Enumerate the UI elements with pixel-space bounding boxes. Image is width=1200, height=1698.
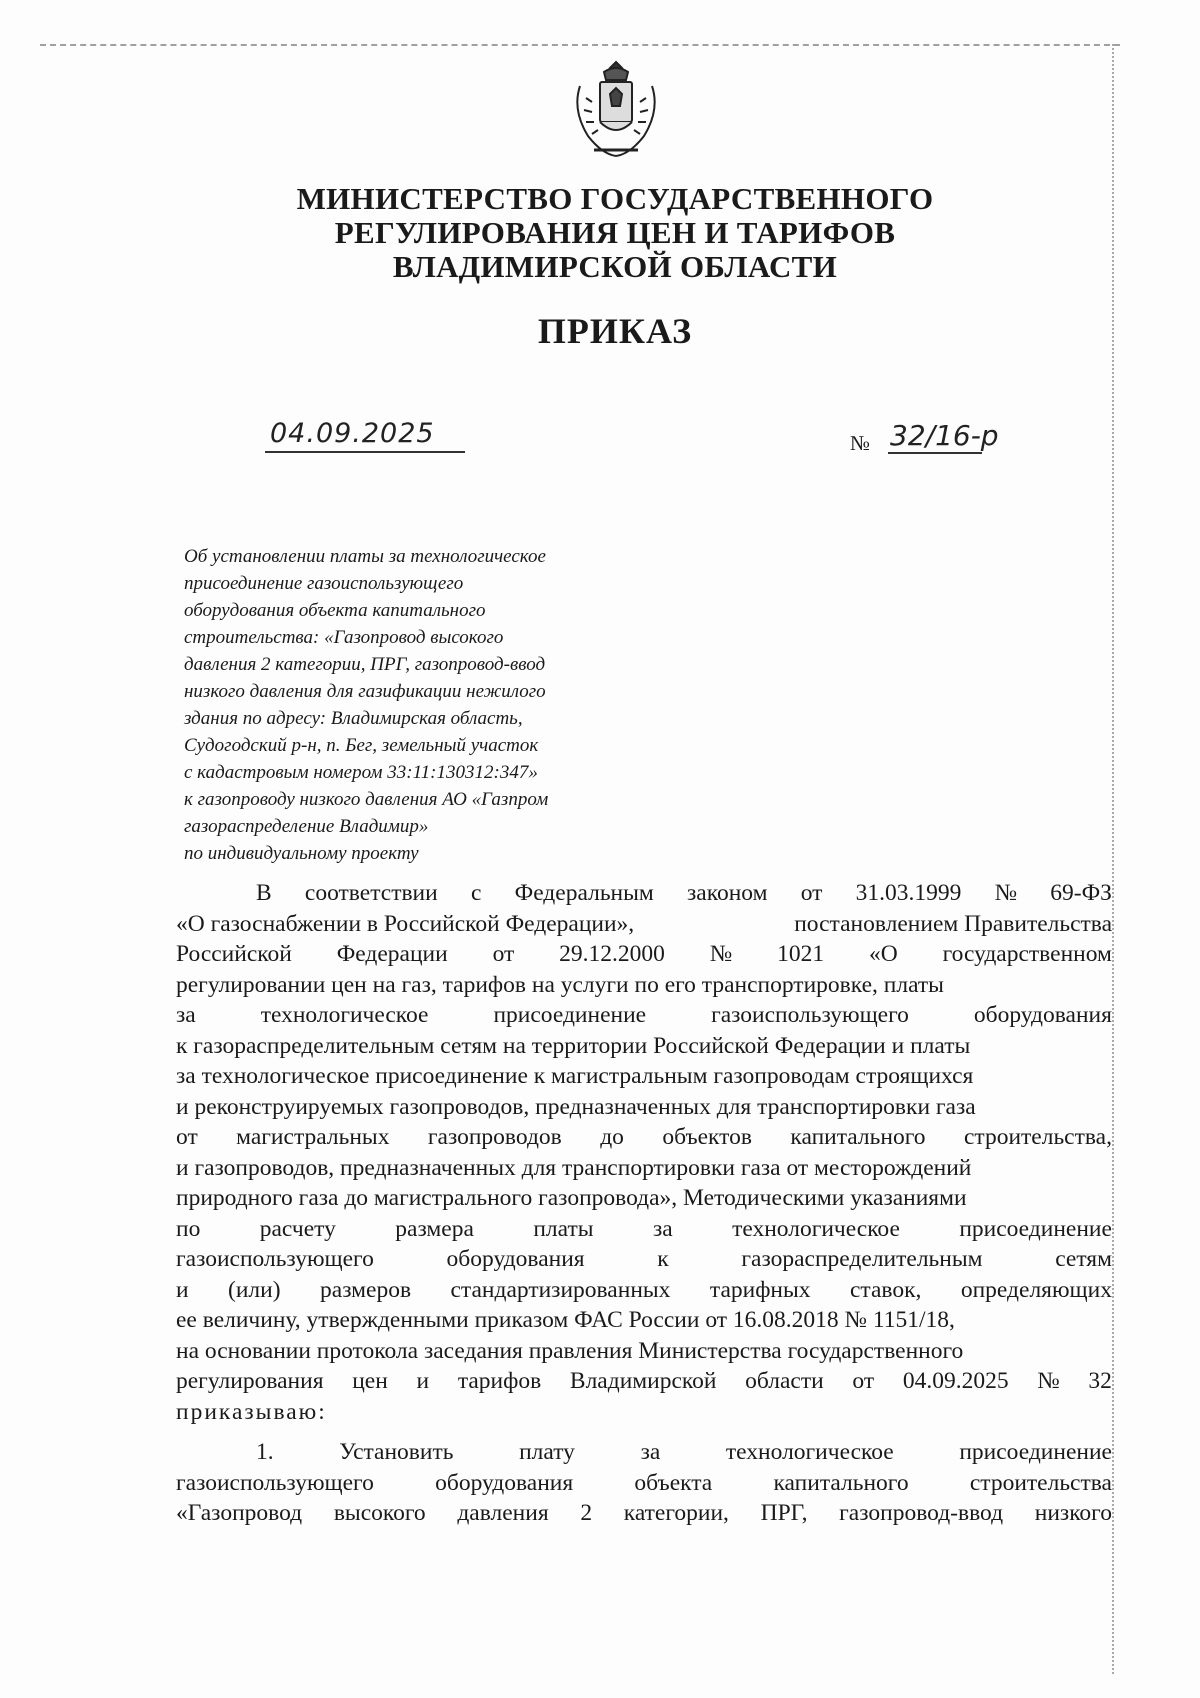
- text-segment: регулировании цен на газ, тарифов на услуги по его транспортировке, платы: [176, 971, 944, 998]
- text-segment: платы: [533, 1215, 594, 1242]
- body-line: [176, 939, 1112, 970]
- text-segment: Российской: [176, 941, 292, 967]
- text-segment: с: [470, 880, 482, 906]
- text-segment: присоединение: [959, 1215, 1112, 1242]
- text-segment: от: [852, 1368, 875, 1394]
- text-segment: ПРГ,: [760, 1500, 808, 1526]
- text-segment: газоиспользующего: [176, 1246, 374, 1272]
- body-line: [176, 1214, 1112, 1245]
- subject-line: низкого давления для газификации нежилого: [184, 681, 546, 702]
- scan-top-edge: [40, 44, 1120, 46]
- text-segment: на основании протокола заседания правления Министерства государственного: [176, 1337, 964, 1364]
- point-line: [176, 1437, 1112, 1468]
- text-segment: приказываю:: [176, 1398, 327, 1425]
- body-line: [176, 1031, 1112, 1062]
- order-body: [176, 878, 1112, 1529]
- point-line: [176, 1468, 1112, 1499]
- text-segment: сетям: [1055, 1246, 1112, 1272]
- text-segment: ее величину, утвержденными приказом ФАС России от 16.08.2018 № 1151/18,: [176, 1307, 955, 1333]
- point-line: [176, 1498, 1112, 1529]
- text-segment: газопровод-ввод: [839, 1500, 1004, 1526]
- text-segment: газопроводов: [427, 1124, 562, 1150]
- body-line: [176, 1366, 1112, 1397]
- text-segment: 32: [1088, 1368, 1112, 1394]
- number-value: 32/16-р: [890, 419, 999, 452]
- body-line: [176, 1336, 1112, 1367]
- text-segment: определяющих: [960, 1276, 1112, 1303]
- body-line: [176, 1275, 1112, 1306]
- text-segment: 2: [580, 1500, 593, 1526]
- text-segment: 69-ФЗ: [1050, 880, 1112, 906]
- text-segment: Федерации: [336, 941, 448, 967]
- text-segment: №: [1037, 1368, 1060, 1394]
- text-segment: газоиспользующего: [176, 1469, 374, 1496]
- text-segment: 29.12.2000: [559, 941, 665, 967]
- text-segment: регулирования: [176, 1368, 324, 1394]
- subject-line: к газопроводу низкого давления АО «Газпром: [184, 789, 549, 810]
- subject-line: с кадастровым номером 33:11:130312:347»: [184, 762, 538, 783]
- body-line: [176, 1092, 1112, 1123]
- subject-line: Судогодский р-н, п. Бег, земельный участок: [184, 735, 539, 756]
- text-segment: размеров: [320, 1276, 412, 1303]
- text-segment: природного газа до магистрального газопровода», Методическими указаниями: [176, 1185, 967, 1211]
- body-line: [176, 1397, 1112, 1428]
- scan-right-edge: [1112, 44, 1124, 1674]
- text-segment: объекта: [634, 1469, 713, 1496]
- text-segment: законом: [687, 880, 768, 906]
- text-segment: присоединение: [493, 1002, 647, 1028]
- text-segment: от: [492, 941, 515, 967]
- number-label: №: [850, 431, 871, 455]
- text-segment: размера: [395, 1215, 474, 1242]
- body-line: [176, 1061, 1112, 1092]
- text-segment: к: [657, 1246, 669, 1272]
- document-type: ПРИКАЗ: [537, 311, 693, 351]
- text-segment: объектов: [662, 1124, 752, 1150]
- order-date: 04.09.2025: [270, 418, 435, 449]
- order-subject: [184, 543, 654, 867]
- subject-line: строительства: «Газопровод высокого: [184, 627, 504, 648]
- text-segment: капитального: [790, 1124, 926, 1150]
- text-segment: оборудования: [435, 1469, 574, 1496]
- text-segment: строительства,: [963, 1124, 1112, 1150]
- text-segment: капитального: [773, 1469, 909, 1496]
- text-segment: 04.09.2025: [902, 1368, 1009, 1394]
- text-segment: соответствии: [304, 880, 438, 906]
- text-segment: Федеральным: [514, 880, 654, 906]
- coat-of-arms-icon: [570, 58, 662, 162]
- body-line: [176, 878, 1112, 909]
- text-segment: Владимирской: [569, 1368, 717, 1394]
- text-segment: газораспределительным: [741, 1246, 983, 1272]
- text-segment: по: [176, 1215, 201, 1242]
- text-segment: цен: [352, 1368, 388, 1394]
- text-segment: тарифов: [457, 1368, 542, 1394]
- subject-line: здания по адресу: Владимирская область,: [184, 708, 523, 729]
- text-segment: тарифных: [709, 1276, 811, 1303]
- text-segment: области: [745, 1368, 824, 1394]
- date-underline: [265, 451, 465, 453]
- text-segment: оборудования: [973, 1002, 1112, 1028]
- paragraph-gap: [176, 1427, 1112, 1437]
- text-segment: В: [256, 880, 272, 906]
- text-segment: 31.03.1999: [855, 880, 962, 906]
- text-segment: «О: [868, 941, 898, 967]
- text-segment: (или): [228, 1276, 281, 1303]
- text-segment: к газораспределительным сетям на территории Российской Федерации и платы: [176, 1032, 971, 1059]
- text-segment: №: [709, 941, 733, 967]
- subject-line: Об установлении платы за технологическое: [184, 546, 546, 567]
- text-segment: расчету: [259, 1215, 336, 1242]
- ministry-name-line: МИНИСТЕРСТВО ГОСУДАРСТВЕННОГО: [296, 181, 934, 216]
- text-segment: и: [416, 1368, 430, 1394]
- text-segment: оборудования: [446, 1246, 585, 1272]
- body-line: [176, 1244, 1112, 1275]
- text-segment: постановлением Правительства: [794, 910, 1112, 937]
- text-segment: низкого: [1034, 1500, 1112, 1526]
- text-segment: технологическое: [725, 1439, 894, 1465]
- ministry-name-line: ВЛАДИМИРСКОЙ ОБЛАСТИ: [392, 249, 838, 284]
- text-segment: государственном: [942, 941, 1112, 967]
- text-segment: ставок,: [850, 1276, 922, 1303]
- body-line: [176, 1153, 1112, 1184]
- body-line: [176, 1183, 1112, 1214]
- ministry-name: [200, 182, 1030, 284]
- text-segment: стандартизированных: [450, 1276, 671, 1303]
- subject-line: давления 2 категории, ПРГ, газопровод-ввод: [184, 654, 546, 675]
- subject-line: оборудования объекта капитального: [184, 600, 486, 621]
- text-segment: магистральных: [236, 1124, 390, 1150]
- text-segment: №: [994, 880, 1018, 906]
- text-segment: и: [176, 1276, 189, 1303]
- subject-line: по индивидуальному проекту: [184, 843, 419, 864]
- text-segment: и газопроводов, предназначенных для транспортировки газа от месторождений: [176, 1154, 972, 1181]
- body-line: [176, 1305, 1112, 1336]
- text-segment: присоединение: [959, 1439, 1112, 1465]
- text-segment: за технологическое присоединение к магистральным газопроводам строящихся: [176, 1063, 974, 1089]
- text-segment: за: [640, 1439, 661, 1465]
- subject-line: присоединение газоиспользующего: [184, 573, 464, 594]
- text-segment: от: [176, 1124, 198, 1150]
- text-segment: технологическое: [260, 1002, 429, 1028]
- body-line: [176, 970, 1112, 1001]
- text-segment: 1.: [256, 1439, 274, 1465]
- text-segment: высокого: [333, 1500, 426, 1526]
- text-segment: от: [800, 880, 823, 906]
- text-segment: плату: [519, 1439, 575, 1465]
- text-segment: газоиспользующего: [711, 1002, 909, 1028]
- body-line: [176, 909, 1112, 940]
- text-segment: технологическое: [732, 1215, 900, 1242]
- text-segment: «Газопровод: [176, 1500, 303, 1526]
- text-segment: Установить: [339, 1439, 454, 1465]
- text-segment: до: [600, 1124, 624, 1150]
- ministry-name-line: РЕГУЛИРОВАНИЯ ЦЕН И ТАРИФОВ: [334, 215, 896, 250]
- text-segment: «О газоснабжении в Российской Федерации»,: [176, 910, 635, 937]
- body-line: [176, 1122, 1112, 1153]
- number-underline: [888, 452, 982, 454]
- text-segment: 1021: [777, 941, 825, 967]
- text-segment: за: [176, 1002, 196, 1028]
- text-segment: за: [652, 1215, 673, 1242]
- body-line: [176, 1000, 1112, 1031]
- text-segment: строительства: [969, 1469, 1112, 1496]
- subject-line: газораспределение Владимир»: [184, 816, 429, 837]
- text-segment: категории,: [623, 1500, 729, 1526]
- text-segment: давления: [457, 1500, 549, 1526]
- text-segment: и реконструируемых газопроводов, предназначенных для транспортировки газа: [176, 1093, 976, 1120]
- order-number: [850, 419, 1050, 465]
